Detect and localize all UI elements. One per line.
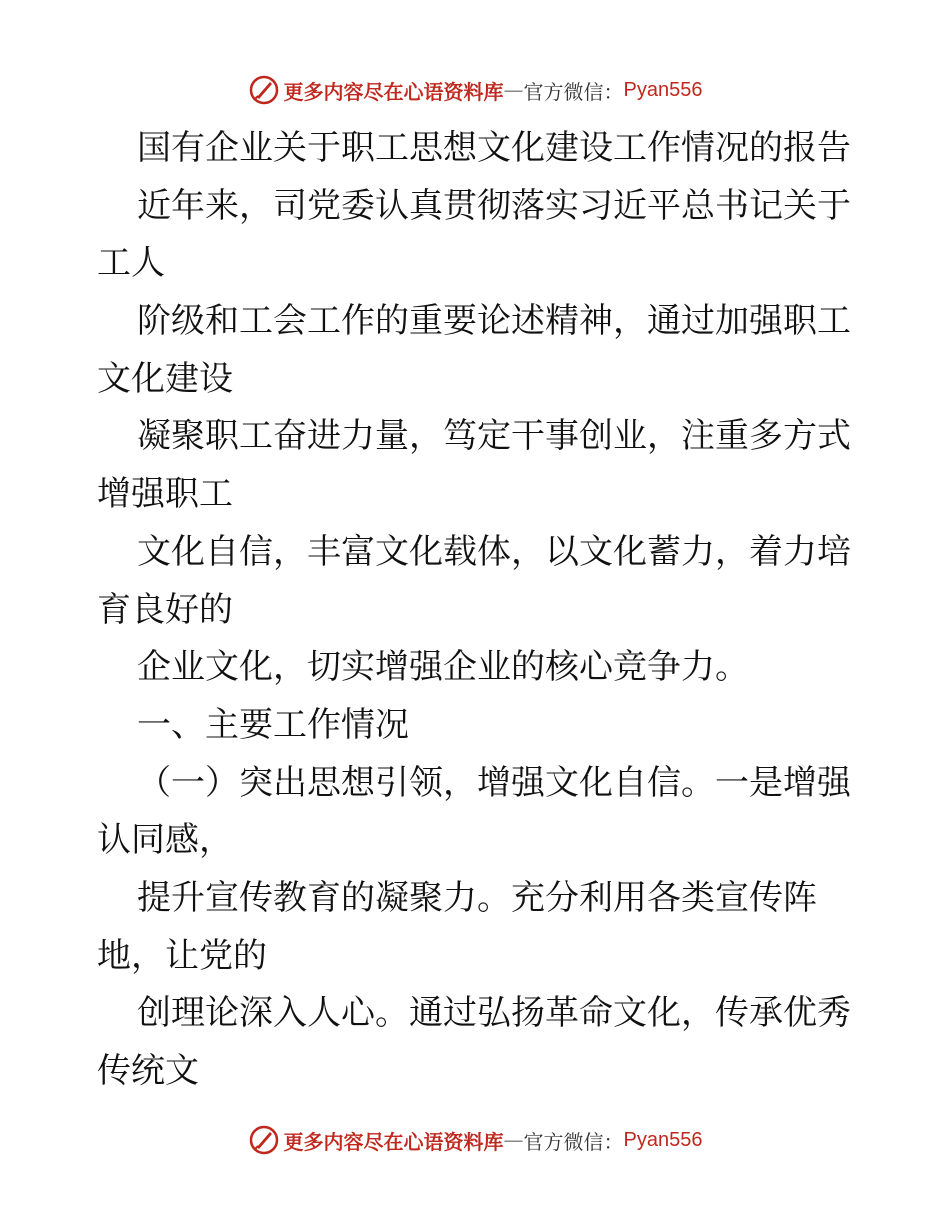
text-line: 创理论深入人心。通过弘扬革命文化，传承优秀: [137, 993, 851, 1034]
text-line: （一）突出思想引领，增强文化自信。一是增强: [137, 762, 851, 803]
text-line: 工人: [97, 243, 165, 284]
quill-pen-circle-icon: [248, 1124, 280, 1156]
footer-banner: [0, 1120, 950, 1160]
text-line: 近年来，司党委认真贯彻落实习近平总书记关于: [137, 185, 851, 226]
banner-brand: 更多内容尽在心语资料库: [283, 79, 504, 104]
text-line: 传统文: [97, 1051, 199, 1091]
text-line: 提升宣传教育的凝聚力。充分利用各类宣传阵: [137, 877, 817, 918]
text-line: 地，让党的: [97, 935, 267, 976]
text-line: 文化建设: [97, 358, 233, 399]
text-line: 凝聚职工奋进力量，笃定干事创业，注重多方式: [137, 416, 851, 457]
banner-separator: —: [503, 1128, 524, 1152]
text-line: 育良好的: [97, 589, 233, 630]
quill-pen-circle-icon: [248, 74, 280, 106]
banner-separator: —: [503, 78, 524, 102]
text-line: 认同感，: [97, 820, 233, 861]
document-body: [97, 120, 857, 1101]
banner-wechat-id: Pyan556: [623, 1128, 703, 1151]
banner-brand: 更多内容尽在心语资料库: [283, 1129, 504, 1154]
text-line: 国有企业关于职工思想文化建设工作情况的报告: [137, 128, 851, 168]
text-line: 企业文化，切实增强企业的核心竞争力。: [137, 647, 749, 688]
text-line: 一、主要工作情况: [137, 704, 409, 745]
banner-wechat-id: Pyan556: [623, 78, 703, 101]
banner-wechat-label: 官方微信：: [523, 79, 624, 104]
text-line: 增强职工: [97, 474, 233, 515]
banner-wechat-label: 官方微信：: [523, 1129, 624, 1154]
text-line: 文化自信，丰富文化载体，以文化蓄力，着力培: [137, 531, 851, 572]
text-line: 阶级和工会工作的重要论述精神，通过加强职工: [137, 301, 851, 342]
header-banner: [0, 70, 950, 110]
